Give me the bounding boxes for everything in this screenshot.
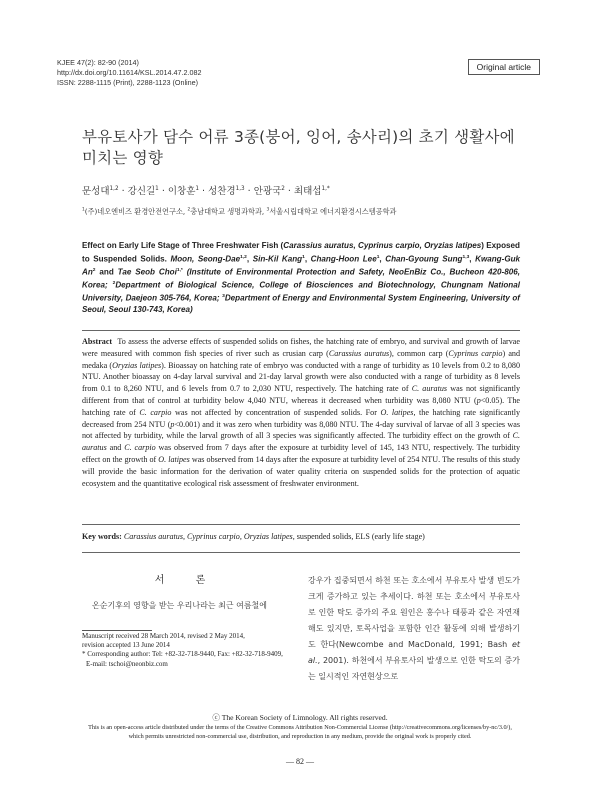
author-sup: 2 (92, 267, 96, 273)
abstract-text: and (106, 443, 125, 453)
abstract-text: <0.05). The hatching rate of (82, 395, 520, 417)
keywords-bottom-rule (82, 552, 520, 553)
author-sep: and (95, 267, 118, 277)
abstract-text: was observed from 14 days after the exposure at turbidity level of 254 NTU. The results of this study will provide the basic information for the derivation of water quality criteria on suspended solids for the protection of aquatic ecosystem and the quantitative ecological risk assessment of freshwater environment. (82, 454, 521, 488)
body-text: , 2001). 하천에서 부유토사의 발생으로 인한 탁도의 증가는 일시적인 자연현상으로 (308, 656, 520, 681)
manuscript-received: Manuscript received 28 March 2014, revised 2 May 2014, (82, 632, 245, 640)
english-author: Kwang-Guk An (82, 254, 521, 277)
author-sep: , (304, 254, 311, 264)
author-sup: 2 (281, 185, 285, 192)
english-first-author: Moon, Seong-Dae (170, 254, 241, 264)
aff-sup: 3 (266, 207, 270, 213)
english-title-species: Carassius auratus, Cyprinus carpio, Oryzias latipes (283, 241, 482, 250)
author-sup: 1,* (321, 185, 330, 192)
aff-sup: 1 (82, 207, 85, 213)
author-sup: 1,3 (462, 254, 470, 260)
abstract-text: was observed from 7 days after the exposure at turbidity level of 145, 143 NTU, respectively. The turbidity effect on the growth of (82, 443, 521, 464)
abstract-bottom-rule (82, 524, 520, 525)
english-affiliation: (Institute of Environmental Protection and Safety, NeoEnBiz Co., Bucheon 420-806, Korea; (82, 267, 521, 290)
korean-authors: 문성대$^{1,2}$ · 강신길$^1$ · 이창훈$^1$ · 성찬경$^{1,3}$ · 안광국$^2$ · 최태섭$^{1,*}$ (82, 185, 330, 197)
species-name: Cyprinus carpio (448, 348, 503, 358)
abstract-label: Abstract (82, 337, 113, 346)
author-sep: , (246, 254, 253, 264)
body-text: 강우가 집중되면서 하천 또는 호소에서 부유토사 발생 빈도가 크게 증가하고 있는 추세이다. 하천 또는 호소에서 부유토사로 인한 탁도 증가의 주요 원인은 홍수나 태풍과 같은 자연재해도 있지만, 토목사업을 포함한 인간 활동에 의해 발생하기도 한다(Newcombe and MacDonald, 1991; Bash (308, 576, 520, 649)
korean-title-line2: 미치는 영향 (82, 149, 163, 167)
english-author: Sin-Kil Kang (252, 254, 303, 264)
aff-sup: 2 (112, 280, 116, 286)
abstract-text: ), common carp ( (389, 348, 449, 358)
footnote-rule (82, 630, 152, 631)
species-name: Oryzias latipes (112, 360, 162, 370)
species-name: C. auratus (82, 431, 520, 453)
keywords (82, 531, 520, 542)
journal-meta (57, 58, 202, 88)
footnote (82, 632, 297, 669)
author-sup: 1 (302, 254, 305, 260)
author-sup: 1,* (176, 267, 183, 273)
korean-title (82, 127, 522, 169)
author-name: 성찬경 (208, 186, 236, 197)
keywords-rest: , suspended solids, ELS (early life stage) (292, 532, 425, 541)
revision-accepted: revision accepted 13 June 2014 (82, 641, 170, 650)
page-number: — 82 — (286, 757, 314, 766)
english-author: Tae Seob Choi (117, 267, 177, 277)
author-name: 안광국 (253, 186, 282, 197)
author-sep: , (379, 254, 386, 264)
english-author: Chan-Gyoung Sung (385, 254, 463, 264)
abstract-text: ) and medaka ( (82, 348, 521, 370)
abstract (82, 336, 520, 489)
english-affiliation-3: Department of Energy and Environmental System Engineering, University of Seoul, Seoul 130-743, Korea) (82, 293, 520, 315)
abstract-text: <0.001) and it was zero when turbidity was 8,080 NTU. The 4-day survival of larvae of all 3 species was not affected by turbidity, while the larval growth of all 3 species was significantly affected. The turbidity effect on the growth of (82, 419, 520, 441)
species-name: O. latipes (158, 454, 190, 464)
aff-text: (주)네오엔비즈 환경안전연구소, (84, 207, 188, 216)
article-type-badge: Original article (468, 59, 540, 75)
section-heading: 서 론 (154, 575, 220, 586)
species-name: O. latipes (380, 407, 414, 417)
species-name: Carassius auratus (328, 348, 390, 358)
abstract-top-rule (82, 330, 520, 331)
species-name: C. carpio (139, 407, 172, 417)
keywords-label: Key words: (82, 532, 122, 541)
korean-title-line1: 부유토사가 담수 어류 3종(붕어, 잉어, 송사리)의 초기 생활사에 (82, 128, 515, 146)
license-line2: which permits unrestricted non-commercial use, distribution, and reproduction in any medium, provide the original work is properly cited. (128, 732, 472, 740)
journal-citation: KJEE 47(2): 82-90 (2014) (57, 58, 139, 67)
english-title: Effect on Early Life Stage of Three Freshwater Fish ( (82, 241, 284, 250)
species-name: C. auratus (411, 384, 448, 394)
right-body-text (308, 573, 520, 685)
author-sup: 1 (155, 185, 159, 192)
author-sup: 1 (195, 185, 200, 192)
issn: ISSN: 2288-1115 (Print), 2288-1123 (Online) (57, 78, 199, 87)
author-sup: 1 (376, 254, 380, 260)
author-name: 강신길 (127, 186, 156, 197)
doi-link[interactable]: http://dx.doi.org/10.11614/KSL.2014.47.2.082 (57, 68, 202, 77)
author-sep: , (469, 254, 476, 264)
author-sup: 1,2 (240, 254, 247, 260)
author-name: 이창훈 (167, 186, 196, 197)
species-name: C. carpio (124, 443, 156, 453)
p-value: p (170, 419, 175, 429)
abstract-text: To assess the adverse effects of suspended solids on fishes, the hatching rate of embryo, and survival and growth of larvae were measured with common fish species of river such as crusian carp ( (82, 337, 520, 358)
corresponding-email: E-mail: tschoi@neonbiz.com (86, 659, 168, 668)
aff-text: 충남대학교 생명과학과, (190, 207, 267, 216)
aff-sup: 3 (222, 294, 225, 300)
author-sup: 1,2 (109, 185, 119, 192)
copyright: ⓒ The Korean Society of Limnology. All rights reserved. (212, 713, 388, 722)
aff-text: 서울시립대학교 에너지환경시스템공학과 (269, 207, 397, 216)
corresponding-author: * Corresponding author: Tel: +82-32-718-9440, Fax: +82-32-718-9409, (82, 650, 283, 659)
p-value: p (476, 395, 481, 405)
abstract-text: ). Bioassay on hatching rate of embryo was conducted with a range of turbidity as 10 levels from 0.2 to 8,080 NTU. Another bioassay on 4-day larval survival and 21-day larval growth were also conducted with a range of turbidity as 8 levels from 0.1 to 8,260 NTU, and 6 levels from 0.7 to 2,030 NTU, respectively. The hatching rate of (82, 360, 520, 394)
abstract-text: was not affected by concentration of suspended solids. For (171, 407, 381, 417)
korean-affiliations (82, 207, 542, 217)
english-affiliation-2: Department of Biological Science, College of Biosciences and Biotechnology, Chungnam National University, Daejeon 305-764, Korea; (82, 280, 520, 303)
aff-sup: 2 (187, 207, 191, 213)
license (40, 724, 560, 741)
et-al: et al. (308, 640, 520, 665)
abstract-text: was not significantly different from that of control at turbidity below 4,040 NTU, whereas it decreased when turbidity was 8,080 NTU ( (82, 384, 520, 405)
keywords-species: Carassius auratus, Cyprinus carpio, Oryzias latipes (123, 532, 293, 541)
author-name: 최태섭 (293, 186, 322, 197)
author-sup: 1,3 (235, 185, 245, 192)
license-line1: This is an open-access article distributed under the terms of the Creative Commons Attribution Non-Commercial License (http://creativecommons.org/licenses/by-nc/3.0/), (88, 724, 512, 731)
left-body-text: 온순기후의 영향을 받는 우리나라는 최근 여름철에 (92, 601, 268, 610)
author-name: 문성대 (82, 186, 110, 197)
english-title-block (82, 240, 520, 316)
english-title-end: ) Exposed to Suspended Solids. (82, 241, 520, 264)
abstract-text: , the hatching rate significantly decreased from 254 NTU ( (82, 407, 520, 429)
english-author: Chang-Hoon Lee (310, 254, 377, 264)
